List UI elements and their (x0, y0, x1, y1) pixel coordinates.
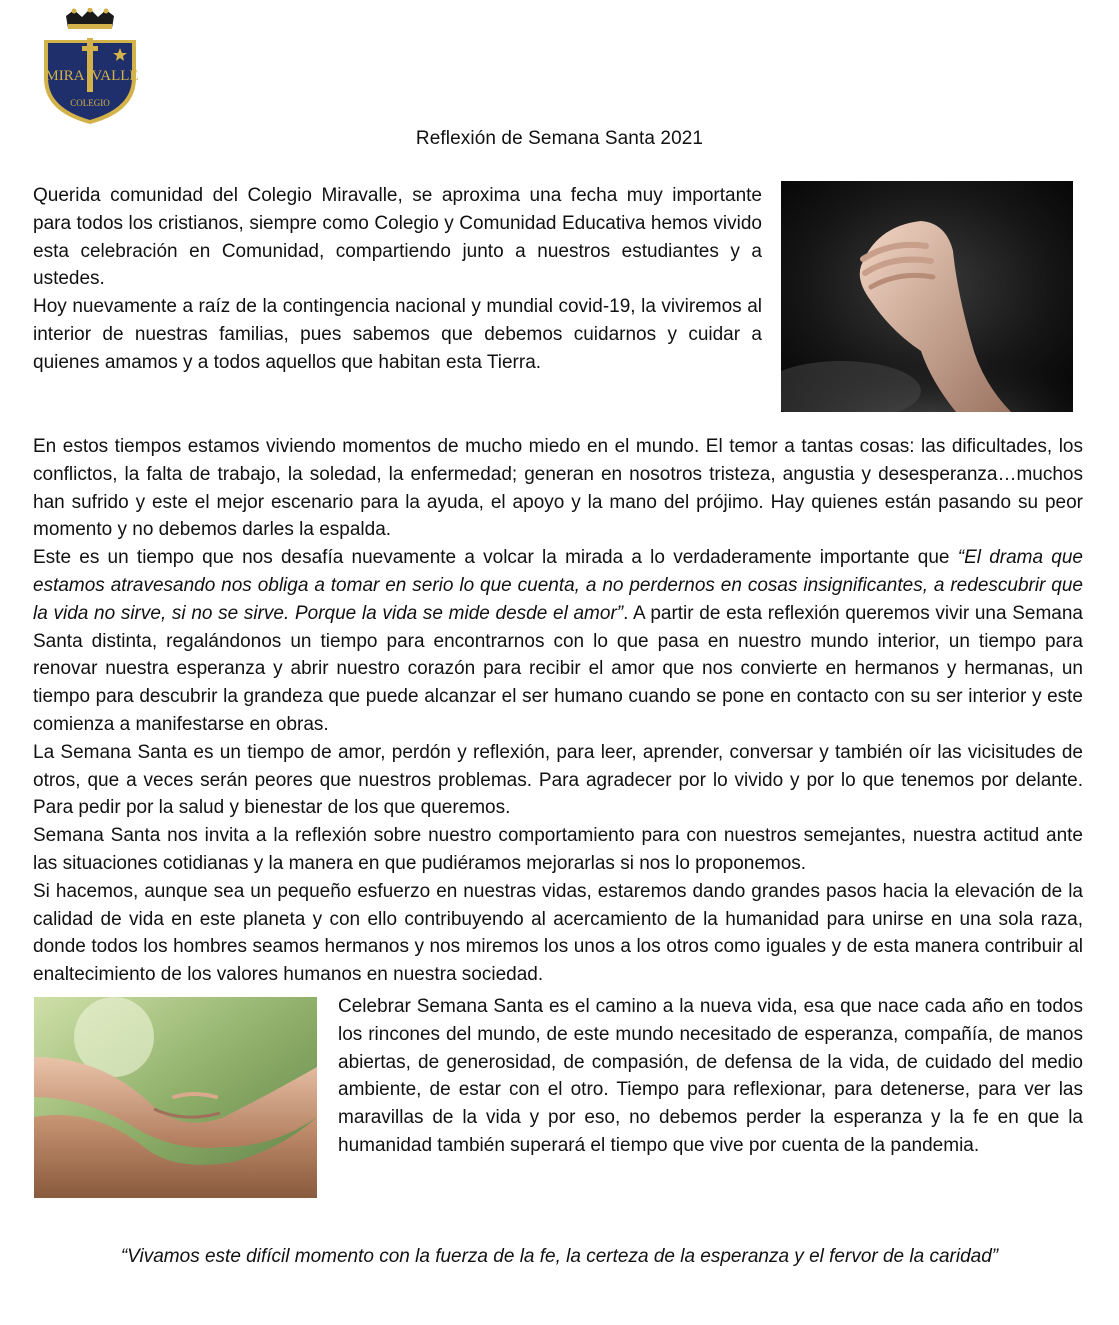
closing-section (338, 993, 1083, 1160)
praying-hands-image (781, 181, 1073, 412)
logo-name-left: MIRA (45, 68, 85, 84)
joined-hands-image (34, 997, 317, 1198)
intro-section (33, 182, 762, 377)
logo-name-right: VALLE (91, 68, 139, 84)
logo-subtitle: COLEGIO (70, 98, 110, 108)
closing-quote: “Vivamos este difícil momento con la fuerza de la fe, la certeza de la esperanza y el fervor de la caridad” (120, 1246, 999, 1267)
inline-quote: “El drama que estamos atravesando nos obliga a tomar en serio lo que cuenta, a no perdernos en cosas insignificantes, a redescubrir que la vida no sirve, si no se sirve. Porque la vida se mide desde el amor” (33, 547, 1083, 624)
document-title: Reflexión de Semana Santa 2021 (415, 128, 704, 149)
paragraph: Celebrar Semana Santa es el camino a la nueva vida, esa que nace cada año en todos los rincones del mundo, de este mundo necesitado de esperanza, compañía, de manos abiertas, de generosidad, de compasión, de defensa de la vida, de cuidado del medio ambiente, de estar con el otro. Tiempo para reflexionar, para detenerse, para ver las maravillas de la vida y por eso, no debemos perder la esperanza y la fe en que la humanidad también superará el tiempo que vive por cuenta de la pandemia. (338, 996, 1083, 1156)
paragraph: En estos tiempos estamos viviendo momentos de mucho miedo en el mundo. El temor a tantas cosas: las dificultades, los conflictos, la falta de trabajo, la soledad, la enfermedad; generan en nosotros tristeza, angustia y desesperanza…muchos han sufrido y este el mejor escenario para la ayuda, el apoyo y la mano del prójimo. Hay quienes están pasando su peor momento y no debemos darles la espalda. (33, 436, 1083, 541)
quote-intro-text: Este es un tiempo que nos desafía nuevamente a volcar la mirada a lo verdaderamente importante que (33, 547, 958, 569)
crown-icon (66, 8, 114, 29)
school-logo (38, 8, 142, 126)
paragraph: Si hacemos, aunque sea un pequeño esfuerzo en nuestras vidas, estaremos dando grandes pasos hacia la elevación de la calidad de vida en este planeta y con ello contribuyendo al acercamiento de la humanidad para unirse en una sola raza, donde todos los hombres seamos hermanos y nos miremos los unos a los otros como iguales y de esta manera contribuir al enaltecimiento de los valores humanos en nuestra sociedad. (33, 880, 1083, 986)
paragraph: La Semana Santa es un tiempo de amor, perdón y reflexión, para leer, aprender, conversar y también oír las vicisitudes de otros, que a veces serán peores que nuestros problemas. Para agradecer por lo vivido y por lo que tenemos por delante. Para pedir por la salud y bienestar de los que queremos. (33, 741, 1083, 819)
paragraph: Hoy nuevamente a raíz de la contingencia nacional y mundial covid-19, la viviremos al interior de nuestras familias, pues sabemos que debemos cuidarnos y cuidar a quienes amamos y a todos aquellos que habitan esta Tierra. (33, 296, 762, 373)
paragraph: Semana Santa nos invita a la reflexión sobre nuestro comportamiento para con nuestros semejantes, nuestra actitud ante las situaciones cotidianas y la manera en que pudiéramos mejorarlas si nos lo proponemos. (33, 825, 1083, 874)
quote-continuation-text: . A partir de esta reflexión queremos vivir una Semana Santa distinta, regalándonos un tiempo para encontrarnos con lo que pasa en nuestro mundo interior, un tiempo para renovar nuestra esperanza y abrir nuestro corazón para recibir el amor que nos convierte en hermanos y hermanas, un tiempo para descubrir la grandeza que puede alcanzar el ser humano cuando se pone en contacto con su ser interior y este comienza a manifestarse en obras. (33, 602, 1083, 735)
paragraph-with-quote (33, 544, 1083, 739)
main-section (33, 433, 1083, 989)
paragraph: Querida comunidad del Colegio Miravalle, se aproxima una fecha muy importante para todos los cristianos, siempre como Colegio y Comunidad Educativa hemos vivido esta celebración en Comunidad, compartiendo junto a nuestros estudiantes y a ustedes. (33, 185, 762, 290)
